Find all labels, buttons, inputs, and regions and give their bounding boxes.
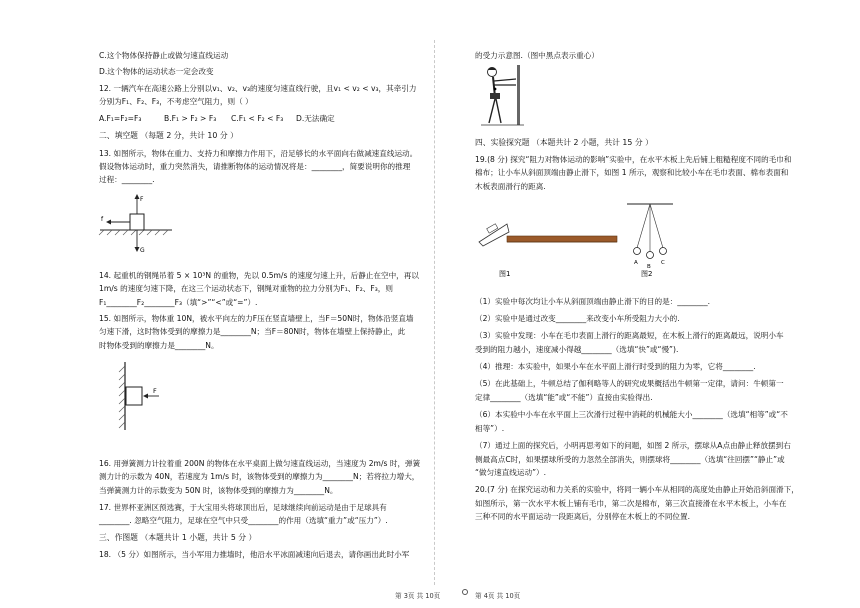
q15-wall-diagram bbox=[115, 360, 170, 432]
fig1-caption: 图1 bbox=[499, 270, 511, 278]
fig2-label-b: B bbox=[647, 264, 651, 270]
q13-line3: 过程：________. bbox=[99, 175, 155, 184]
q15-line1: 15. 如图所示，物体重 10N，被水平向左的力F压在竖直墙壁上，当F＝50N时，物体沿竖直墙 bbox=[99, 314, 414, 323]
q17-line2: ________. 忽略空气阻力，足球在空气中只受________的作用（选填“重力”或“压力”）. bbox=[99, 516, 388, 525]
q19-sub1: （1）实验中每次均让小车从斜面顶端由静止滑下的目的是：________. bbox=[475, 297, 711, 306]
q20-line1: 20.(7 分) 在探究运动和力关系的实验中，将同一辆小车从相同的高度处由静止开始沿斜面滑下， bbox=[475, 485, 799, 494]
section-fill-in-heading: 二、填空题 （每题 2 分，共计 10 分 ） bbox=[99, 131, 238, 140]
q19-sub7-line1: （7）通过上面的探究后，小明再思考如下的问题，如图 2 所示，摆球从A点由静止释放摆到右 bbox=[475, 441, 791, 450]
q17-line1: 17. 世界杯亚洲区预选赛，于大宝用头将球顶出后，足球继续向前运动是由于足球具有 bbox=[99, 503, 387, 512]
q20-line2: 如图所示，第一次水平木板上铺有毛巾，第二次是棉布，第三次直接滑在水平木板上，小车在 bbox=[475, 499, 787, 508]
q11-option-c: C.这个物体保持静止或做匀速直线运动 bbox=[99, 51, 229, 60]
q19-sub5-line2: 定律________（选填“能”或“不能”）直接由实验得出. bbox=[475, 393, 653, 402]
q19-sub5-line1: （5）在此基础上，牛顿总结了伽利略等人的研究成果概括出牛顿第一定律，请问：牛顿第一 bbox=[475, 379, 784, 388]
q19-sub3-line2: 受到的阻力越小，速度减小得越________（选填“快”或“慢”). bbox=[475, 345, 679, 354]
q19-line2: 棉布；让小车从斜面顶端由静止滑下，如图 1 所示，观察和比较小车在毛巾表面、棉布表面和 bbox=[475, 168, 789, 177]
fig13-label-F: F bbox=[140, 196, 144, 203]
q11-option-d: D.这个物体的运动状态一定会改变 bbox=[99, 67, 214, 76]
q15-line3: 时物体受到的摩擦力是________N。 bbox=[99, 341, 219, 350]
q19-experiment-figures bbox=[477, 202, 677, 284]
q19-sub6-line1: （6）本实验中小车在水平面上三次滑行过程中消耗的机械能大小________（选填“相等”或“不 bbox=[475, 410, 788, 419]
fig2-label-a: A bbox=[634, 260, 638, 266]
q20-line3: 三种不同的水平面运动一段距离后，分别停在木板上的不同位置. bbox=[475, 512, 691, 521]
fig2-caption: 图2 bbox=[641, 270, 653, 278]
section-experiment-heading: 四、实验探究题 （本题共计 2 小题，共计 15 分 ） bbox=[475, 138, 653, 147]
q12-stem-line1: 12. 一辆汽车在高速公路上分别以v₁、v₂、v₃的速度匀速直线行驶，且v₁ < v₂ < v₃，其牵引力 bbox=[99, 84, 417, 93]
q14-line1: 14. 起重机的钢绳吊着 5 × 10³N 的重物，先以 0.5m/s 的速度匀速上升，后静止在空中，再以 bbox=[99, 271, 419, 280]
q13-line1: 13. 如图所示，物体在重力、支持力和摩擦力作用下，沿足够长的水平面向右做减速直线运动。 bbox=[99, 149, 418, 158]
page-number-left: 第 3页 共 10页 bbox=[395, 592, 441, 600]
q19-sub3-line1: （3）实验中发现：小车在毛巾表面上滑行的距离最短，在木板上滑行的距离最远，说明小车 bbox=[475, 331, 784, 340]
q19-sub6-line2: 相等”）. bbox=[475, 424, 505, 433]
q18-line1: 18. （5 分）如图所示，当小军用力推墙时，他沿水平冰面减速向后退去，请你画出此时小军 bbox=[99, 550, 410, 559]
q14-line3: F₁________F₂________F₃（填“>”“<”或“=”）. bbox=[99, 298, 258, 307]
q19-line1: 19.(8 分) 探究“阻力对物体运动的影响”实验中，在水平木板上先后铺上粗糙程度不同的毛巾和 bbox=[475, 155, 792, 164]
fig15-label-F: F bbox=[153, 387, 157, 395]
q16-line3: 当弹簧测力计的示数变为 50N 时，该物体受到的摩擦力为________N。 bbox=[99, 486, 338, 495]
q12-option-b: B.F₁ > F₂ > F₃ bbox=[164, 114, 217, 123]
q19-sub7-line3: “做匀速直线运动”）. bbox=[475, 468, 547, 477]
fig2-label-c: C bbox=[661, 260, 665, 266]
q16-line1: 16. 用弹簧测力计拉着重 200N 的物体在水平桌面上做匀速直线运动，当速度为 2m/s 时，弹簧 bbox=[99, 459, 421, 468]
q18-continued: 的受力示意图.（图中黑点表示重心） bbox=[475, 51, 599, 60]
q15-line2: 匀速下滑，这时物体受到的摩擦力是________N；当F＝80N时，物体在墙壁上保持静止，此 bbox=[99, 327, 406, 336]
q13-line2: 假设物体运动时，重力突然消失，请推断物体的运动情况将是：________，简要说明你的推理 bbox=[99, 162, 411, 171]
q12-option-d: D.无法确定 bbox=[296, 114, 335, 123]
fig13-label-G: G bbox=[140, 247, 145, 254]
q19-sub4: （4）推理：本实验中，如果小车在水平面上滑行时受到的阻力为零，它将________. bbox=[475, 362, 756, 371]
section-drawing-heading: 三、作图题 （本题共计 1 小题，共计 5 分 ） bbox=[99, 533, 257, 542]
q12-stem-line2: 分别为F₁、F₂、F₃，不考虑空气阻力，则（ ） bbox=[99, 97, 253, 106]
right-page-column bbox=[433, 0, 860, 608]
q12-option-c: C.F₁ < F₂ < F₃ bbox=[231, 114, 284, 123]
q19-line3: 木板表面滑行的距离. bbox=[475, 182, 546, 191]
q16-line2: 测力计的示数为 40N，若速度为 1m/s 时，该物体受到的摩擦力为________N；若将拉力增大， bbox=[99, 472, 420, 481]
q19-sub2: （2）实验中是通过改变________来改变小车所受阻力大小的. bbox=[475, 314, 680, 323]
page-number-right: 第 4页 共 10页 bbox=[475, 592, 521, 600]
q19-sub7-line2: 侧最高点C时，如果摆球所受的力忽然全部消失，则摆球将________（选填“往回摆”“静止”或 bbox=[475, 455, 785, 464]
q18-person-pushing-wall-figure bbox=[479, 63, 529, 127]
q14-line2: 1m/s 的速度匀速下降，在这三个运动状态下，钢绳对重物的拉力分别为F₁、F₂、F₃，则 bbox=[99, 284, 393, 293]
q13-force-diagram bbox=[96, 193, 176, 255]
q12-option-a: A.F₁=F₂=F₃ bbox=[99, 114, 142, 123]
fig13-label-f: f bbox=[101, 216, 104, 223]
